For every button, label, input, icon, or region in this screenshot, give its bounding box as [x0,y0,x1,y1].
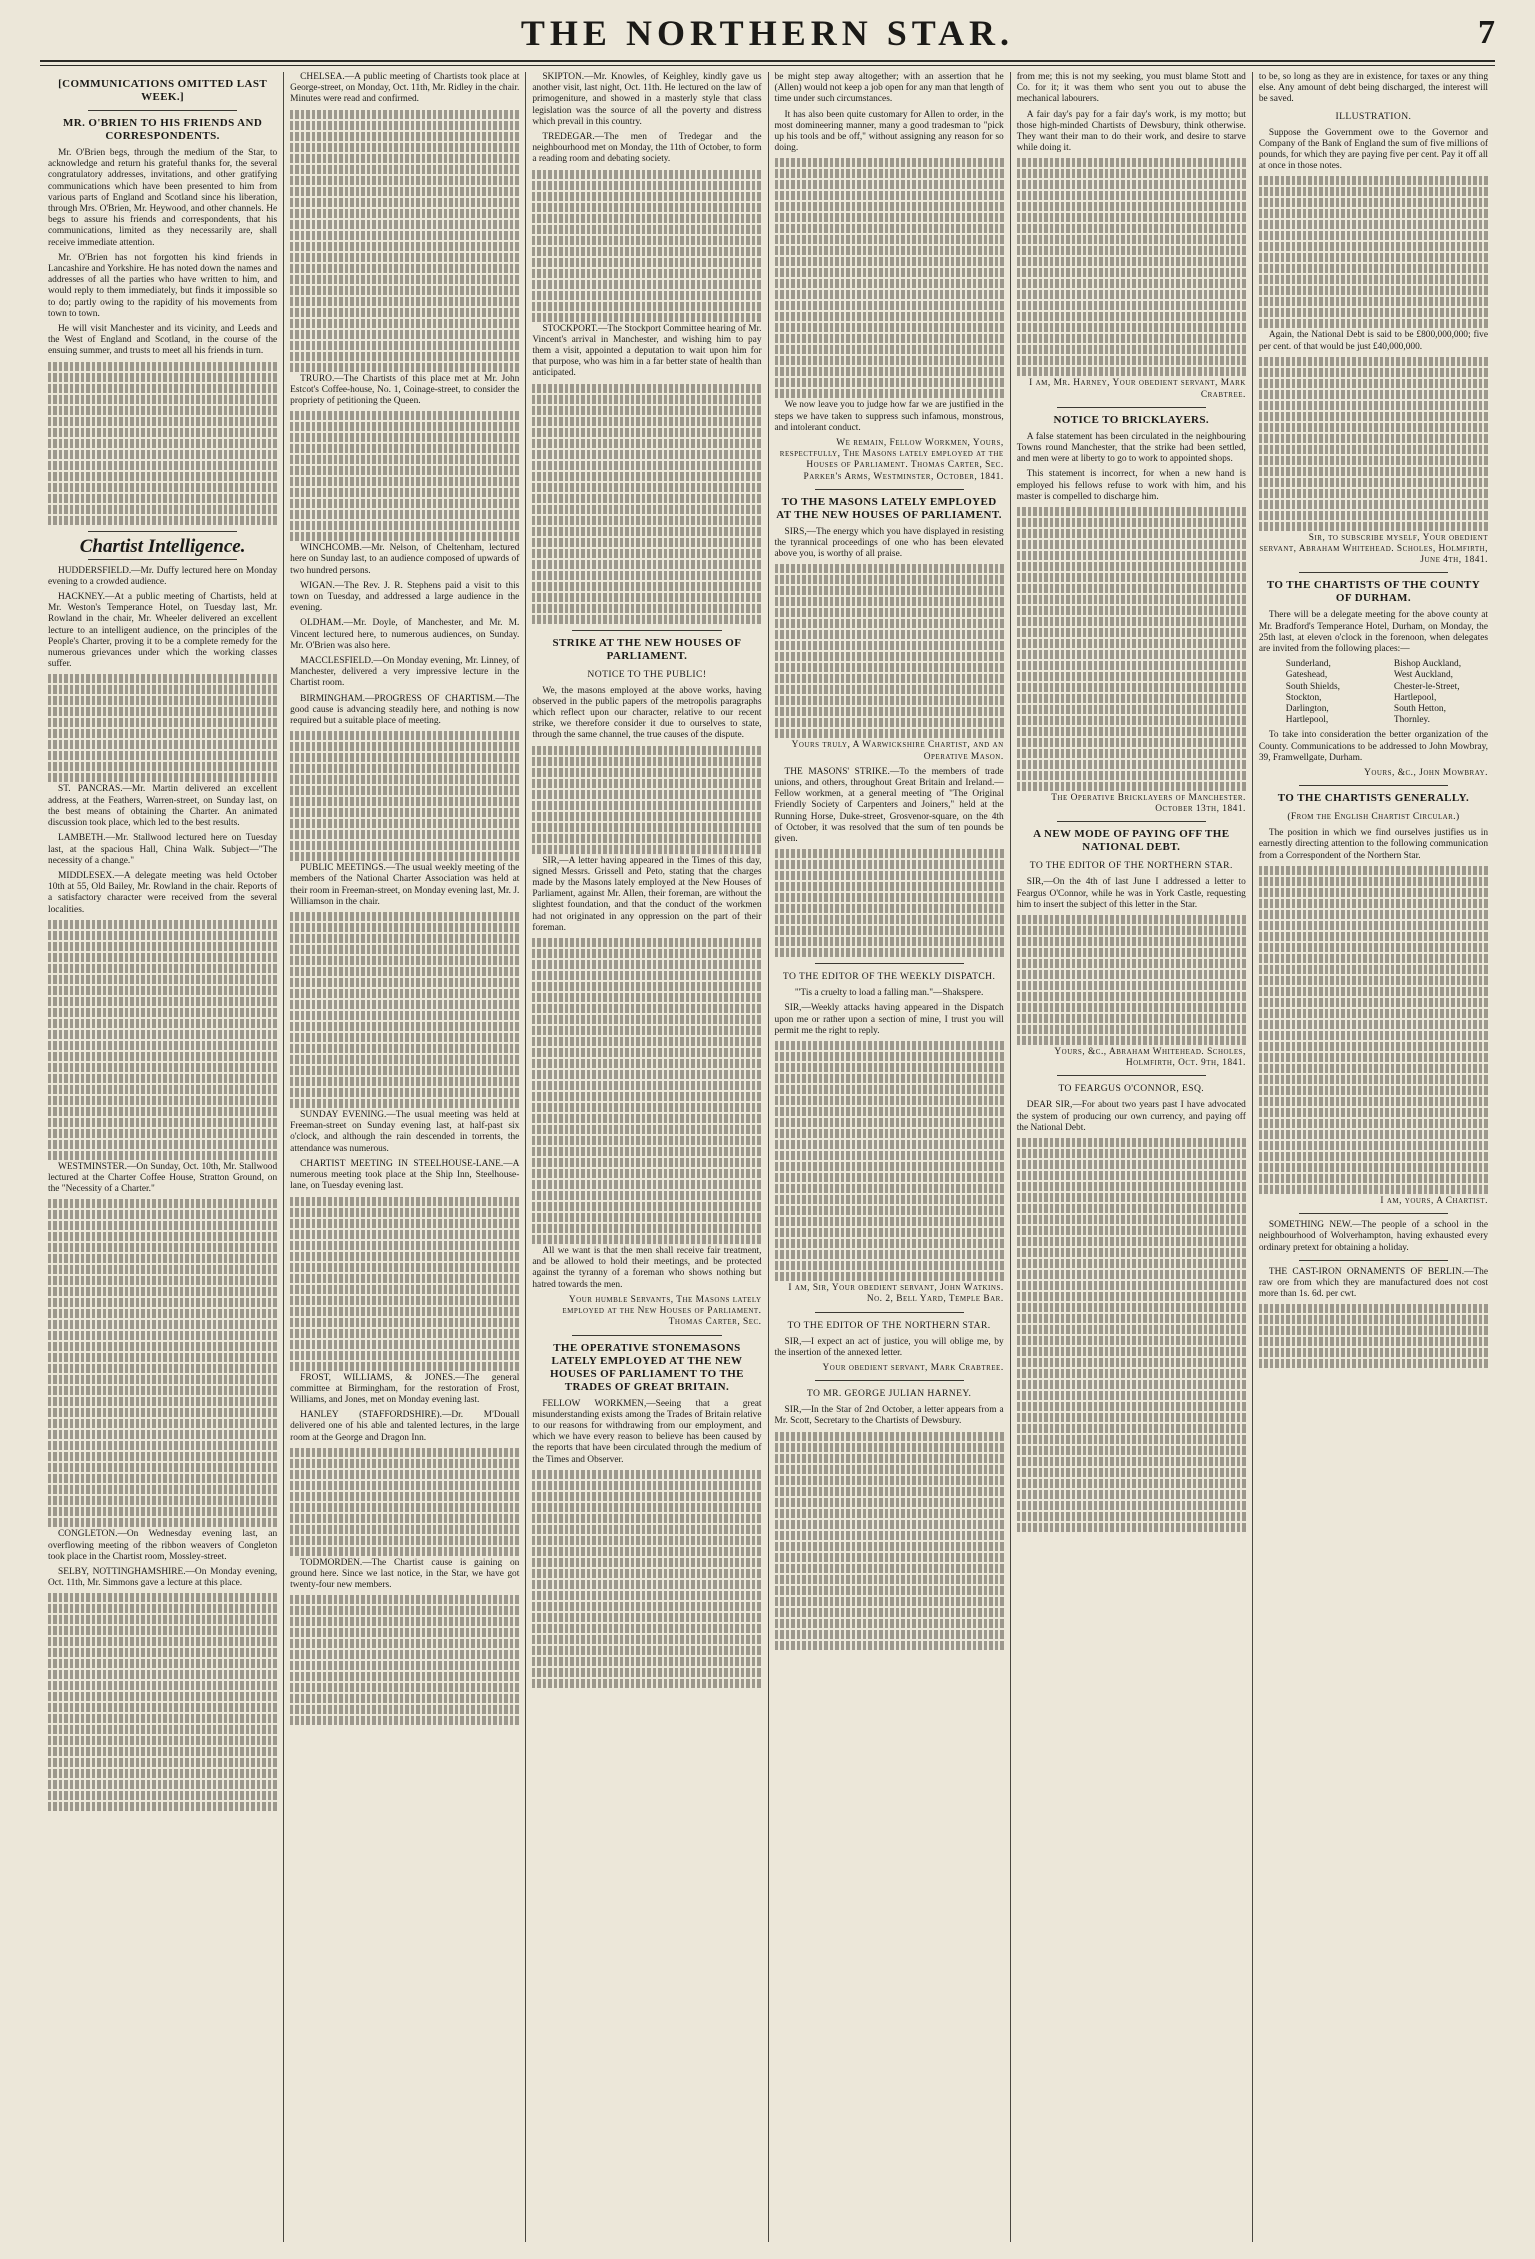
text-block [532,746,761,854]
divider [572,630,721,631]
paragraph: SIR,—A letter having appeared in the Times of this day, signed Messrs. Grissell and Peto, stating that the charges made by the Masons lately employed at the New Houses of Parliament, against Mr. Allen, their foreman, are without the slightest foundation, and that the conduct of the workmen had not originated in any oppression on the part of their foreman. [532,855,762,933]
divider [572,1335,721,1336]
article-title: TO FEARGUS O'CONNOR, ESQ. [1058,1083,1205,1095]
places-left [1286,659,1340,726]
text-block [775,1041,1004,1281]
newspaper-title: THE NORTHERN STAR. [520,13,1015,53]
text-block [532,384,761,624]
article-subtitle: ILLUSTRATION. [1335,110,1412,122]
article-title: TO THE MASONS LATELY EMPLOYED AT THE NEW HOUSES OF PARLIAMENT. [776,495,1002,521]
text-block [48,1593,277,1811]
paragraph: THE MASONS' STRIKE.—To the members of trade unions, and others, throughout Great Britain and Ireland.—Fellow workmen, at a general meeting of "The Original Friendly Society of Carpenters and Joiners," held at the Running Horse, Duke-street, Grosvenor-square, on the 4th of October, it was resolved that the sum of ten pounds be given. [774,766,1004,845]
text-block [290,411,519,541]
paragraph: MACCLESFIELD.—On Monday evening, Mr. Linney, of Manchester, delivered a very impressive lecture in the Chartist room. [290,656,520,689]
masthead-rule-thin [40,65,1495,66]
places-list [1259,659,1488,726]
divider [88,110,237,111]
divider [1057,821,1206,822]
paragraph: SUNDAY EVENING.—The usual meeting was held at Freeman-street on Sunday evening last, at half-past six o'clock, and although the rain descended in torrents, the attendance was numerous. [290,1110,520,1154]
article-subtitle: NOTICE TO THE PUBLIC! [587,668,707,680]
text-block [532,1470,761,1688]
column-3 [526,72,768,2242]
masthead-rule [40,60,1495,62]
paragraph: to be, so long as they are in existence, for taxes or any thing else. Any amount of debt being discharged, the interest will be saved. [1258,72,1489,105]
place: West Auckland, [1393,670,1454,681]
paragraph: WIGAN.—The Rev. J. R. Stephens paid a visit to this town on Tuesday, and addressed a large audience in the evening. [290,580,520,614]
column-5 [1011,72,1253,2242]
article-subtitle: (From the English Chartist Circular.) [1287,811,1460,823]
article-subtitle: TO THE EDITOR OF THE NORTHERN STAR. [1029,860,1233,872]
text-block [1017,507,1246,791]
paragraph: HUDDERSFIELD.—Mr. Duffy lectured here on Monday evening to a crowded audience. [48,565,278,587]
paragraph: He will visit Manchester and its vicinity, and Leeds and the West of England and Scotland, in the course of the ensuing summer, and trusts to meet all his friends in turn. [48,324,278,357]
paragraph: CONGLETON.—On Wednesday evening last, an overflowing meeting of the ribbon weavers of Congleton took place in the Chartist room, Mossley-street. [48,1529,278,1562]
text-block [1259,357,1488,531]
text-block [1259,1304,1488,1368]
signature: I am, Mr. Harney, Your obedient servant, Mark Crabtree. [1029,378,1246,400]
divider [815,1312,964,1313]
text-block [48,674,277,782]
paragraph: CHELSEA.—A public meeting of Chartists took place at George-street, on Monday, Oct. 11th, Mr. Ridley in the chair. Minutes were read and confirmed. [290,72,520,105]
text-block [1017,158,1246,376]
text-block [290,1197,519,1371]
divider [1299,785,1448,786]
divider [815,963,964,964]
columns [42,72,1494,2242]
divider [88,531,237,532]
place: Bishop Auckland, [1393,659,1462,670]
article-title: A NEW MODE OF PAYING OFF THE NATIONAL DEBT. [1033,828,1230,854]
paragraph: SELBY, NOTTINGHAMSHIRE.—On Monday evening, Oct. 11th, Mr. Simmons gave a lecture at this place. [48,1566,278,1589]
paragraph: PUBLIC MEETINGS.—The usual weekly meeting of the members of the National Charter Association was held at their room in Freeman-street, on Monday evening last, Mr. J. Williamson in the chair. [290,863,520,907]
paragraph: SIRS,—The energy which you have displayed in resisting the tyrannical proceedings of one who has been elevated above you, is worthy of all praise. [774,526,1004,560]
column-header: [COMMUNICATIONS OMITTED LAST WEEK.] [58,78,268,103]
text-block [48,920,277,1160]
paragraph: be might step away altogether; with an assertion that he (Allen) would not keep a job open for any man that length of time under such circumstances. [774,72,1004,105]
divider [815,1380,964,1381]
place: Chester-le-Street, [1393,681,1460,692]
epigraph: "'Tis a cruelty to load a falling man."—Shakspere. [794,988,984,999]
divider [1057,407,1206,408]
text-block [290,731,519,861]
paragraph: BIRMINGHAM.—PROGRESS OF CHARTISM.—The good cause is advancing steadily here, and nothing is now required but a suitable place of meeting. [290,693,520,727]
text-block [1017,1138,1246,1532]
article-title: TO THE EDITOR OF THE NORTHERN STAR. [787,1319,991,1331]
paragraph: This statement is incorrect, for when a new hand is employed his fellows refuse to work with him, and his master is compelled to discharge him. [1016,469,1246,502]
paragraph: WESTMINSTER.—On Sunday, Oct. 10th, Mr. Stallwood lectured at the Charter Coffee House, Stratton Ground, on the "Necessity of a Charter." [48,1161,278,1195]
article-title: THE OPERATIVE STONEMASONS LATELY EMPLOYED AT THE NEW HOUSES OF PARLIAMENT TO THE TRADES OF GREAT BRITAIN. [549,1341,744,1393]
text-block [775,564,1004,738]
paragraph: To take into consideration the better organization of the County. Communications to be addressed to John Mowbray, 39, Framwellgate, Durham. [1258,730,1489,763]
divider [1299,1213,1448,1214]
section-title: Chartist Intelligence. [79,535,246,557]
place: Thornley. [1393,715,1430,726]
text-block [775,158,1004,398]
paragraph: CHARTIST MEETING IN STEELHOUSE-LANE.—A numerous meeting took place at the Ship Inn, Steelhouse-lane, on Tuesday evening last. [290,1158,520,1192]
paragraph: Suppose the Government owe to the Governor and Company of the Bank of England the sum of five millions of pounds, for which they are paying five per cent. Pay it off all at once in those notes. [1258,127,1489,172]
article-title: TO THE CHARTISTS GENERALLY. [1277,792,1470,805]
article-title: TO MR. GEORGE JULIAN HARNEY. [806,1388,972,1400]
article-title: MR. O'BRIEN TO HIS FRIENDS AND CORRESPONDENTS. [62,117,263,142]
divider [1057,1075,1206,1076]
signature: Yours, &c., John Mowbray. [1364,768,1489,779]
paragraph: OLDHAM.—Mr. Doyle, of Manchester, and Mr. M. Vincent lectured here, to numerous audiences, on Sunday. Mr. O'Brien was also here. [290,618,520,651]
divider [1299,572,1448,573]
paragraph: MIDDLESEX.—A delegate meeting was held October 10th at 55, Old Bailey, Mr. Rowland in the chair. Reports of a satisfactory character were received from the several localities. [48,870,278,915]
signature: Your humble Servants, The Masons lately employed at the New Houses of Parliament. Thomas Carter, Sec. [562,1294,762,1328]
paragraph: WINCHCOMB.—Mr. Nelson, of Cheltenham, lectured here on Sunday last, to an audience composed of upwards of two hundred persons. [290,543,520,576]
text-block [532,938,761,1244]
place: Hartlepool, [1285,715,1329,726]
text-block [1017,915,1246,1045]
paragraph: from me; this is not my seeking, you must blame Stott and Co. for it; it was them who sent you out to abuse the mechanical labourers. [1016,72,1246,105]
paragraph: TODMORDEN.—The Chartist cause is gaining on ground here. Since we last notice, in the Star, we have got twenty-four new members. [290,1557,520,1591]
text-block [775,849,1004,957]
signature: Sir, to subscribe myself, Your obedient servant, Abraham Whitehead. Scholes, Holmfirth, June 4th, 1841. [1259,532,1489,566]
paragraph: SOMETHING NEW.—The people of a school in the neighbourhood of Wolverhampton, having exhausted every ordinary pretext for obtaining a holiday. [1258,1220,1489,1253]
paragraph: There will be a delegate meeting for the above county at Mr. Bradford's Temperance Hotel, Durham, on Monday, the 25th last, at eleven o'clock in the forenoon, when delegates are invited from the following places:— [1258,610,1489,655]
paragraph: A fair day's pay for a fair day's work, is my motto; but those high-minded Chartists of Dewsbury, think otherwise. They want their man to do their work, and desire to starve while doing it. [1016,109,1246,154]
place: Gateshead, [1285,670,1328,681]
text-block [290,912,519,1108]
column-2 [284,72,526,2242]
place: Stockton, [1285,692,1322,703]
text-block [1259,176,1488,328]
paragraph: Again, the National Debt is said to be £800,000,000; five per cent. of that would be just £40,000,000. [1258,330,1489,352]
place: Darlington, [1285,704,1329,715]
divider [815,489,964,490]
divider [1299,1260,1448,1261]
paragraph: ST. PANCRAS.—Mr. Martin delivered an excellent address, at the Feathers, Warren-street, on Sunday last, on the best means of obtaining the Charter. An animated discussion took place, which led to the best results. [48,784,278,829]
paragraph: SKIPTON.—Mr. Knowles, of Keighley, kindly gave us another visit, last night, Oct. 11th. He lectured on the law of primogeniture, and showed in a masterly style that class legislation was the source of all the poverty and distress which prevail in this country. [532,72,762,127]
article-title: TO THE CHARTISTS OF THE COUNTY OF DURHAM. [1266,579,1481,605]
place: South Shields, [1285,681,1340,692]
signature: I am, Sir, Your obedient servant, John Watkins. No. 2, Bell Yard, Temple Bar. [788,1283,1004,1305]
column-1 [42,72,284,2242]
text-block [290,1595,519,1725]
text-block [775,1432,1004,1650]
text-block [290,1448,519,1556]
signature: The Operative Bricklayers of Manchester. October 13th, 1841. [1051,793,1246,815]
paragraph: TRURO.—The Chartists of this place met at Mr. John Estcot's Coffee-house, No. 1, Coinage-street, to consider the propriety of petitioning the Queen. [290,373,520,407]
text-block [48,362,277,525]
place: Hartlepool, [1393,692,1437,703]
paragraph: We, the masons employed at the above works, having observed in the public papers of the metropolis paragraphs which reflect upon our character, relative to our recent strike, we therefore consider it due to ourselves to state, through the same channel, the true causes of the dispute. [532,685,762,741]
column-6 [1253,72,1494,2242]
text-block [290,110,519,372]
paragraph: HACKNEY.—At a public meeting of Chartists, held at Mr. Weston's Temperance Hotel, on Tuesday last, Mr. Rowland in the chair, Mr. Wheeler delivered an excellent lecture to an intelligent audience, on the principles of the People's Charter, proving it to be a complete remedy for the numerous grievances under which the working classes suffer. [48,592,278,670]
signature: I am, yours, A Chartist. [1380,1195,1489,1206]
article-title: TO THE EDITOR OF THE WEEKLY DISPATCH. [782,971,996,983]
signature: Your obedient servant, Mark Crabtree. [822,1362,1004,1373]
paragraph: TREDEGAR.—The men of Tredegar and the neighbourhood met on Monday, the 11th of October, to form a reading room and debating society. [532,132,762,165]
page-number: 7 [1478,14,1495,51]
paragraph: SIR,—I expect an act of justice, you will oblige me, by the insertion of the annexed letter. [774,1336,1004,1358]
paragraph: We now leave you to judge how far we are justified in the steps we have taken to suppress such infamous, monstrous, and intolerant conduct. [774,400,1004,433]
masthead [40,12,1495,62]
paragraph: SIR,—In the Star of 2nd October, a letter appears from a Mr. Scott, Secretary to the Chartists of Dewsbury. [774,1405,1004,1427]
place: Sunderland, [1285,659,1331,670]
paragraph: THE CAST-IRON ORNAMENTS OF BERLIN.—The raw ore from which they are manufactured does not cost more than 1s. 6d. per cwt. [1258,1266,1489,1300]
text-block [532,170,761,322]
paragraph: DEAR SIR,—For about two years past I have advocated the system of producing our own currency, and paying off the National Debt. [1016,1100,1246,1133]
paragraph: The position in which we find ourselves justifies us in earnestly directing attention to the following communication from a Correspondent of the Northern Star. [1258,828,1489,861]
article-title: STRIKE AT THE NEW HOUSES OF PARLIAMENT. [552,636,742,662]
paragraph: LAMBETH.—Mr. Stallwood lectured here on Tuesday last, at the spacious Hall, China Walk. Subject—"The necessity of a change." [48,833,278,866]
paragraph: FROST, WILLIAMS, & JONES.—The general committee at Birmingham, for the restoration of Frost, Williams, and Jones, met on Monday evening last. [290,1372,520,1405]
place: South Hetton, [1393,704,1446,715]
divider [88,559,237,560]
paragraph: SIR,—On the 4th of last June I addressed a letter to Feargus O'Connor, while he was in York Castle, requesting him to insert the subject of this letter in the Star. [1016,877,1246,910]
paragraph: HANLEY (STAFFORDSHIRE).—Dr. M'Douall delivered one of his able and talented lectures, in the large room at the George and Dragon Inn. [290,1410,520,1443]
signature: Yours, &c., Abraham Whitehead. Scholes, Holmfirth, Oct. 9th, 1841. [1054,1047,1246,1069]
signature: Yours truly, A Warwickshire Chartist, and an Operative Mason. [791,740,1004,762]
paragraph: Mr. O'Brien begs, through the medium of the Star, to acknowledge and return his grateful thanks for, the several congratulatory addresses, invitations, and other gratifying communications which have been presented to him from various parts of England and Scotland since his liberation, through Mrs. O'Brien, Mr. Heywood, and other channels. He begs to assure his friends and correspondents, that his communications, limited as they necessarily are, shall receive immediate attention. [48,148,278,248]
paragraph: FELLOW WORKMEN,—Seeing that a great misunderstanding exists among the Trades of Britain relative to our reasons for withdrawing from our employment, and which we have every reason to believe has been caused by the reports that have been circulated through the medium of the Times and Observer. [532,1398,762,1465]
column-4 [769,72,1011,2242]
text-block [1259,866,1488,1194]
signature: We remain, Fellow Workmen, Yours, respectfully, The Masons lately employed at the Houses of Parliament. Thomas Carter, Sec. Parker's Arms, Westminster, October, 1841. [779,438,1004,482]
paragraph: A false statement has been circulated in the neighbouring Towns round Manchester, that the strike had been settled, and men were at liberty to go to work to appointed shops. [1016,431,1246,465]
paragraph: Mr. O'Brien has not forgotten his kind friends in Lancashire and Yorkshire. He has noted down the names and addresses of all the parties who have written to him, and would reply to them immediately, but finds it impossible so to do; partly owing to the rapidity of his movements from town to town. [48,252,278,319]
places-right [1394,659,1461,726]
paragraph: SIR,—Weekly attacks having appeared in the Dispatch upon me or rather upon a section of mine, I trust you will permit me the right to reply. [774,1003,1004,1036]
article-title: NOTICE TO BRICKLAYERS. [1053,413,1210,426]
text-block [48,1199,277,1527]
paragraph: All we want is that the men shall receive fair treatment, and be allowed to hold their meetings, and be protected against the tyranny of a foreman who shows nothing but hatred towards the men. [532,1246,762,1290]
paragraph: STOCKPORT.—The Stockport Committee hearing of Mr. Vincent's arrival in Manchester, and wishing him to pay them a visit, appointed a deputation to wait upon him for that purpose, who was him in a far better state of health than anticipated. [532,323,762,379]
paragraph: It has also been quite customary for Allen to order, in the most domineering manner, many a good tradesman to "pick up his tools and be off," without assigning any reason for so doing. [774,109,1004,154]
